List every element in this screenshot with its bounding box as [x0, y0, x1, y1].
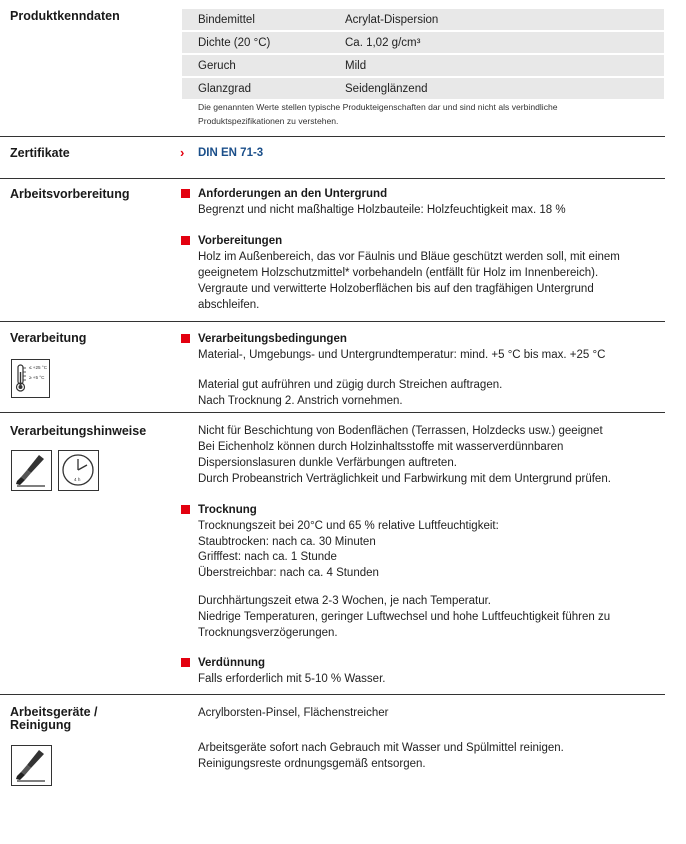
section-divider: [0, 178, 665, 179]
clock-duration-label: 4 h: [74, 477, 81, 482]
properties-table: [182, 9, 664, 101]
body-line: Überstreichbar: nach ca. 4 Stunden: [198, 567, 379, 579]
body-line: Niedrige Temperaturen, geringer Luftwechsel und hohe Luftfeuchtigkeit führen zu: [198, 611, 611, 623]
body-line: Material-, Umgebungs- und Untergrundtemperatur: mind. +5 °C bis max. +25 °C: [198, 349, 606, 361]
body-line: Falls erforderlich mit 5-10 % Wasser.: [198, 673, 386, 685]
body-line: Material gut aufrühren und zügig durch Streichen auftragen.: [198, 379, 503, 391]
body-line: Bei Eichenholz können durch Holzinhaltsstoffe mit wasserverdünnbaren: [198, 441, 564, 453]
section-label-arbeitsvorbereitung: Arbeitsvorbereitung: [10, 187, 130, 201]
table-row: [182, 77, 664, 100]
property-value: Acrylat-Dispersion: [345, 9, 664, 31]
property-value: Ca. 1,02 g/cm³: [345, 31, 664, 54]
red-square-bullet-icon: [181, 189, 190, 198]
brush-icon: [11, 450, 52, 491]
body-line: Trocknungsverzögerungen.: [198, 627, 338, 639]
body-line: Reinigungsreste ordnungsgemäß entsorgen.: [198, 758, 426, 770]
body-line: Durchhärtungszeit etwa 2-3 Wochen, je nach Temperatur.: [198, 595, 491, 607]
property-key: Bindemittel: [182, 9, 345, 31]
body-line: Acrylborsten-Pinsel, Flächenstreicher: [198, 707, 389, 719]
property-value: Mild: [345, 54, 664, 77]
body-line: Begrenzt und nicht maßhaltige Holzbauteile: Holzfeuchtigkeit max. 18 %: [198, 204, 566, 216]
section-divider: [0, 694, 665, 695]
body-line: Grifffest: nach ca. 1 Stunde: [198, 551, 337, 563]
section-label-verarbeitungshinweise: Verarbeitungshinweise: [10, 424, 147, 438]
section-label-reinigung: Reinigung: [10, 718, 72, 732]
property-key: Dichte (20 °C): [182, 31, 345, 54]
red-square-bullet-icon: [181, 334, 190, 343]
clock-icon: [58, 450, 99, 491]
table-row: [182, 31, 664, 54]
body-line: Dispersionslasuren dunkle Verfärbungen auftreten.: [198, 457, 457, 469]
block-heading: Verdünnung: [198, 657, 266, 669]
table-row: [182, 9, 664, 31]
body-line: Nach Trocknung 2. Anstrich vornehmen.: [198, 395, 403, 407]
disclaimer-note-line: Produktspezifikationen zu verstehen.: [198, 116, 339, 126]
property-key: Glanzgrad: [182, 77, 345, 100]
body-line: Durch Probeanstrich Verträglichkeit und Farbwirkung mit dem Untergrund prüfen.: [198, 473, 611, 485]
thermometer-icon: [11, 359, 50, 398]
body-line: Staubtrocken: nach ca. 30 Minuten: [198, 536, 376, 548]
red-square-bullet-icon: [181, 236, 190, 245]
block-heading: Trocknung: [198, 504, 257, 516]
thermo-max-label: ≤ +25 °C: [29, 365, 48, 370]
certificate-link[interactable]: DIN EN 71-3: [198, 147, 264, 159]
section-label-verarbeitung: Verarbeitung: [10, 331, 87, 345]
section-divider: [0, 412, 665, 413]
block-heading: Anforderungen an den Untergrund: [198, 188, 388, 200]
property-value: Seidenglänzend: [345, 77, 664, 100]
section-divider: [0, 321, 665, 322]
disclaimer-note-line: Die genannten Werte stellen typische Produkteigenschaften dar und sind nicht als verbindliche: [198, 102, 558, 112]
block-heading: Vorbereitungen: [198, 235, 283, 247]
body-line: Nicht für Beschichtung von Bodenflächen (Terrassen, Holzdecks usw.) geeignet: [198, 425, 603, 437]
body-line: Trocknungszeit bei 20°C und 65 % relative Luftfeuchtigkeit:: [198, 520, 499, 532]
body-line: abschleifen.: [198, 299, 260, 311]
chevron-right-icon: ›: [180, 145, 185, 160]
section-divider: [0, 136, 665, 137]
body-line: Holz im Außenbereich, das vor Fäulnis und Bläue geschützt werden soll, mit einem: [198, 251, 620, 263]
thermo-min-label: ≥ +5 °C: [29, 375, 45, 380]
section-label-zertifikate: Zertifikate: [10, 146, 70, 160]
section-label-produktkenndaten: Produktkenndaten: [10, 9, 120, 23]
table-row: [182, 54, 664, 77]
red-square-bullet-icon: [181, 505, 190, 514]
red-square-bullet-icon: [181, 658, 190, 667]
section-label-arbeitsgeraete: Arbeitsgeräte /: [10, 705, 98, 719]
brush-icon: [11, 745, 52, 786]
block-heading: Verarbeitungsbedingungen: [198, 333, 347, 345]
body-line: geeignetem Holzschutzmittel* vorbehandeln (entfällt für Holz im Innenbereich).: [198, 267, 599, 279]
body-line: Vergraute und verwitterte Holzoberflächen bis auf den tragfähigen Untergrund: [198, 283, 594, 295]
body-line: Arbeitsgeräte sofort nach Gebrauch mit Wasser und Spülmittel reinigen.: [198, 742, 564, 754]
property-key: Geruch: [182, 54, 345, 77]
